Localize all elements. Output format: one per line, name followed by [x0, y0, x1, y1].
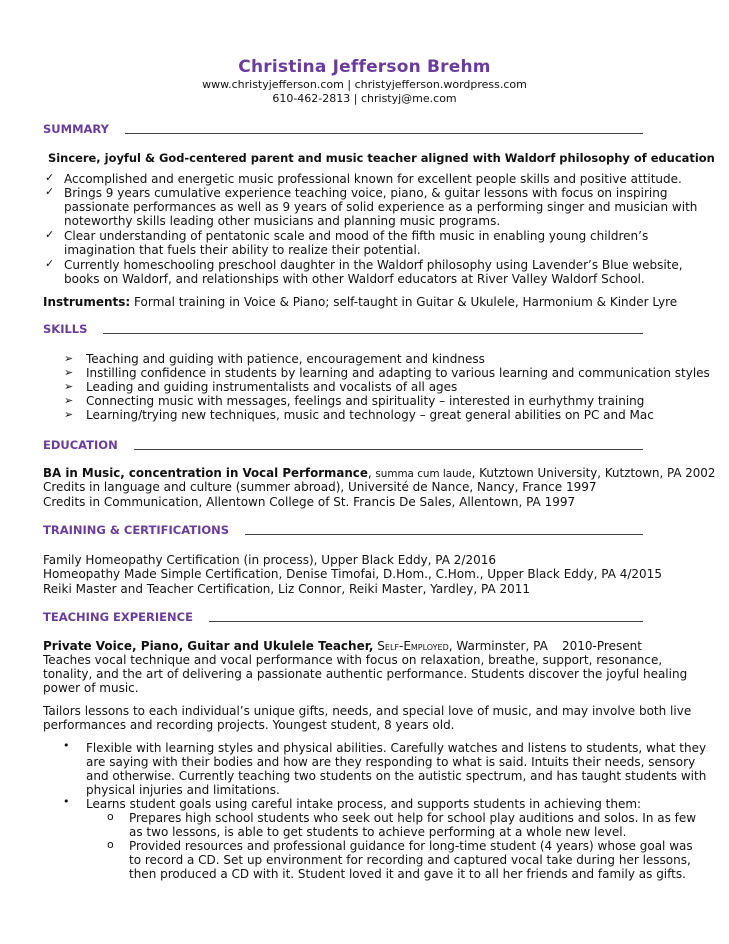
section-rule — [245, 534, 643, 535]
education-honors: summa cum laude — [375, 468, 472, 480]
job-heading — [43, 639, 548, 653]
training-line: Family Homeopathy Certification (in process), Upper Black Eddy, PA 2/2016 — [43, 553, 496, 567]
skill-item: Learning/trying new techniques, music and technology – great general abilities on PC and Mac — [86, 408, 654, 422]
summary-item-cont: imagination that fuels their ability to realize their potential. — [64, 243, 421, 257]
summary-item: Clear understanding of pentatonic scale and mood of the fifth music in enabling young children’s — [64, 229, 649, 243]
checkmark-icon: ✓ — [45, 185, 55, 198]
instruments-text: Formal training in Voice & Piano; self-taught in Guitar & Ukulele, Harmonium & Kinder Lyre — [130, 295, 678, 309]
checkmark-icon: ✓ — [45, 228, 55, 241]
job-description-line: Tailors lessons to each individual’s unique gifts, needs, and special love of music, and may involve both live — [43, 704, 692, 718]
job-sub-bullet-cont: then produced a CD with it. Student loved it and gave it to all her friends and family as gifts. — [129, 867, 686, 881]
section-rule — [125, 133, 643, 134]
summary-item-cont: books on Waldorf, and relationships with other Waldorf educators at River Valley Waldorf School. — [64, 272, 645, 286]
instruments-line — [43, 295, 677, 309]
summary-item-cont: passionate performances as well as 9 years of solid experience as a performing singer and musician with — [64, 200, 698, 214]
sub-bullet-icon: o — [107, 810, 114, 823]
section-rule — [134, 449, 643, 450]
education-line: Credits in Communication, Allentown College of St. Francis De Sales, Allentown, PA 1997 — [43, 495, 576, 509]
sub-bullet-icon: o — [107, 838, 114, 851]
arrow-bullet-icon: ➢ — [64, 380, 74, 393]
arrow-bullet-icon: ➢ — [64, 352, 74, 365]
job-description-line: tonality, and the art of delivering a passionate authentic performance. Students discover the joyful healing — [43, 667, 688, 681]
skill-item: Connecting music with messages, feelings and spirituality – interested in eurhythmy training — [86, 394, 645, 408]
job-sub-bullet-cont: to record a CD. Set up environment for recording and captured vocal take during her lessons, — [129, 853, 691, 867]
summary-item-cont: noteworthy skills leading other musicians and planning music programs. — [64, 214, 501, 228]
education-degree: BA in Music, concentration in Vocal Performance — [43, 466, 368, 480]
section-rule — [209, 621, 643, 622]
job-employer: Self-Employed — [377, 639, 449, 653]
section-training — [43, 523, 643, 537]
contact-phone-email: 610-462-2813 | christyj@me.com — [272, 92, 457, 105]
section-heading: EDUCATION — [43, 438, 118, 452]
job-bullet: Learns student goals using careful intake process, and supports students in achieving them: — [86, 797, 642, 811]
section-heading: TEACHING EXPERIENCE — [43, 610, 193, 624]
job-title: Private Voice, Piano, Guitar and Ukulele Teacher, — [43, 639, 374, 653]
resume-name: Christina Jefferson Brehm — [238, 57, 491, 77]
section-education — [43, 438, 643, 452]
skill-item: Teaching and guiding with patience, encouragement and kindness — [86, 352, 485, 366]
summary-item: Brings 9 years cumulative experience teaching voice, piano, & guitar lessons with focus on inspiring — [64, 186, 668, 200]
skill-item: Leading and guiding instrumentalists and vocalists of all ages — [86, 380, 458, 394]
bullet-icon: • — [63, 739, 70, 752]
arrow-bullet-icon: ➢ — [64, 394, 74, 407]
section-heading: SUMMARY — [43, 122, 109, 136]
section-heading: SKILLS — [43, 322, 88, 336]
job-sub-bullet: Prepares high school students who seek out help for school play auditions and solos. In as few — [129, 811, 697, 825]
summary-item: Currently homeschooling preschool daughter in the Waldorf philosophy using Lavender’s Blue website, — [64, 258, 683, 272]
section-summary — [43, 122, 643, 136]
section-skills — [43, 322, 643, 336]
job-bullet-cont: are saying with their bodies and how are they responding to what is said. Intuits their needs, sensory — [86, 755, 696, 769]
section-rule — [103, 333, 643, 334]
arrow-bullet-icon: ➢ — [64, 366, 74, 379]
job-description-line: Teaches vocal technique and vocal performance with focus on relaxation, breathe, support, resonance, — [43, 653, 663, 667]
section-heading: TRAINING & CERTIFICATIONS — [43, 523, 230, 537]
job-bullet-cont: physical injuries and limitations. — [86, 783, 280, 797]
summary-tagline: Sincere, joyful & God-centered parent and music teacher aligned with Waldorf philosophy of education — [48, 151, 715, 165]
job-location: , Warminster, PA — [448, 639, 548, 653]
checkmark-icon: ✓ — [45, 171, 55, 184]
job-sub-bullet-cont: as two lessons, is able to get students to achieve performing at a whole new level. — [129, 825, 627, 839]
job-description-line: power of music. — [43, 681, 139, 695]
summary-item: Accomplished and energetic music professional known for excellent people skills and positive attitude. — [64, 172, 682, 186]
job-bullet: Flexible with learning styles and physical abilities. Carefully watches and listens to students, what they — [86, 741, 707, 755]
arrow-bullet-icon: ➢ — [64, 408, 74, 421]
job-dates: 2010-Present — [562, 639, 642, 653]
skill-item: Instilling confidence in students by learning and adapting to various learning and communication styles — [86, 366, 710, 380]
education-line: Credits in language and culture (summer abroad), Université de Nance, Nancy, France 1997 — [43, 480, 597, 494]
education-degree-line: BA in Music, concentration in Vocal Performance, summa cum laude, Kutztown University, Kutztown, PA 2002 — [43, 466, 716, 480]
instruments-label: Instruments: — [43, 295, 131, 309]
job-sub-bullet: Provided resources and professional guidance for long-time student (4 years) whose goal was — [129, 839, 693, 853]
checkmark-icon: ✓ — [45, 257, 55, 270]
training-line: Homeopathy Made Simple Certification, Denise Timofai, D.Hom., C.Hom., Upper Black Eddy, PA 4/2015 — [43, 567, 662, 581]
contact-websites: www.christyjefferson.com | christyjefferson.wordpress.com — [202, 78, 527, 91]
training-line: Reiki Master and Teacher Certification, Liz Connor, Reiki Master, Yardley, PA 2011 — [43, 582, 531, 596]
bullet-icon: • — [63, 795, 70, 808]
job-description-line: performances and recording projects. Youngest student, 8 years old. — [43, 718, 455, 732]
section-teaching — [43, 610, 643, 624]
education-degree-rest: , Kutztown University, Kutztown, PA 2002 — [471, 466, 716, 480]
job-bullet-cont: and otherwise. Currently teaching two students on the autistic spectrum, and has taught students with — [86, 769, 707, 783]
